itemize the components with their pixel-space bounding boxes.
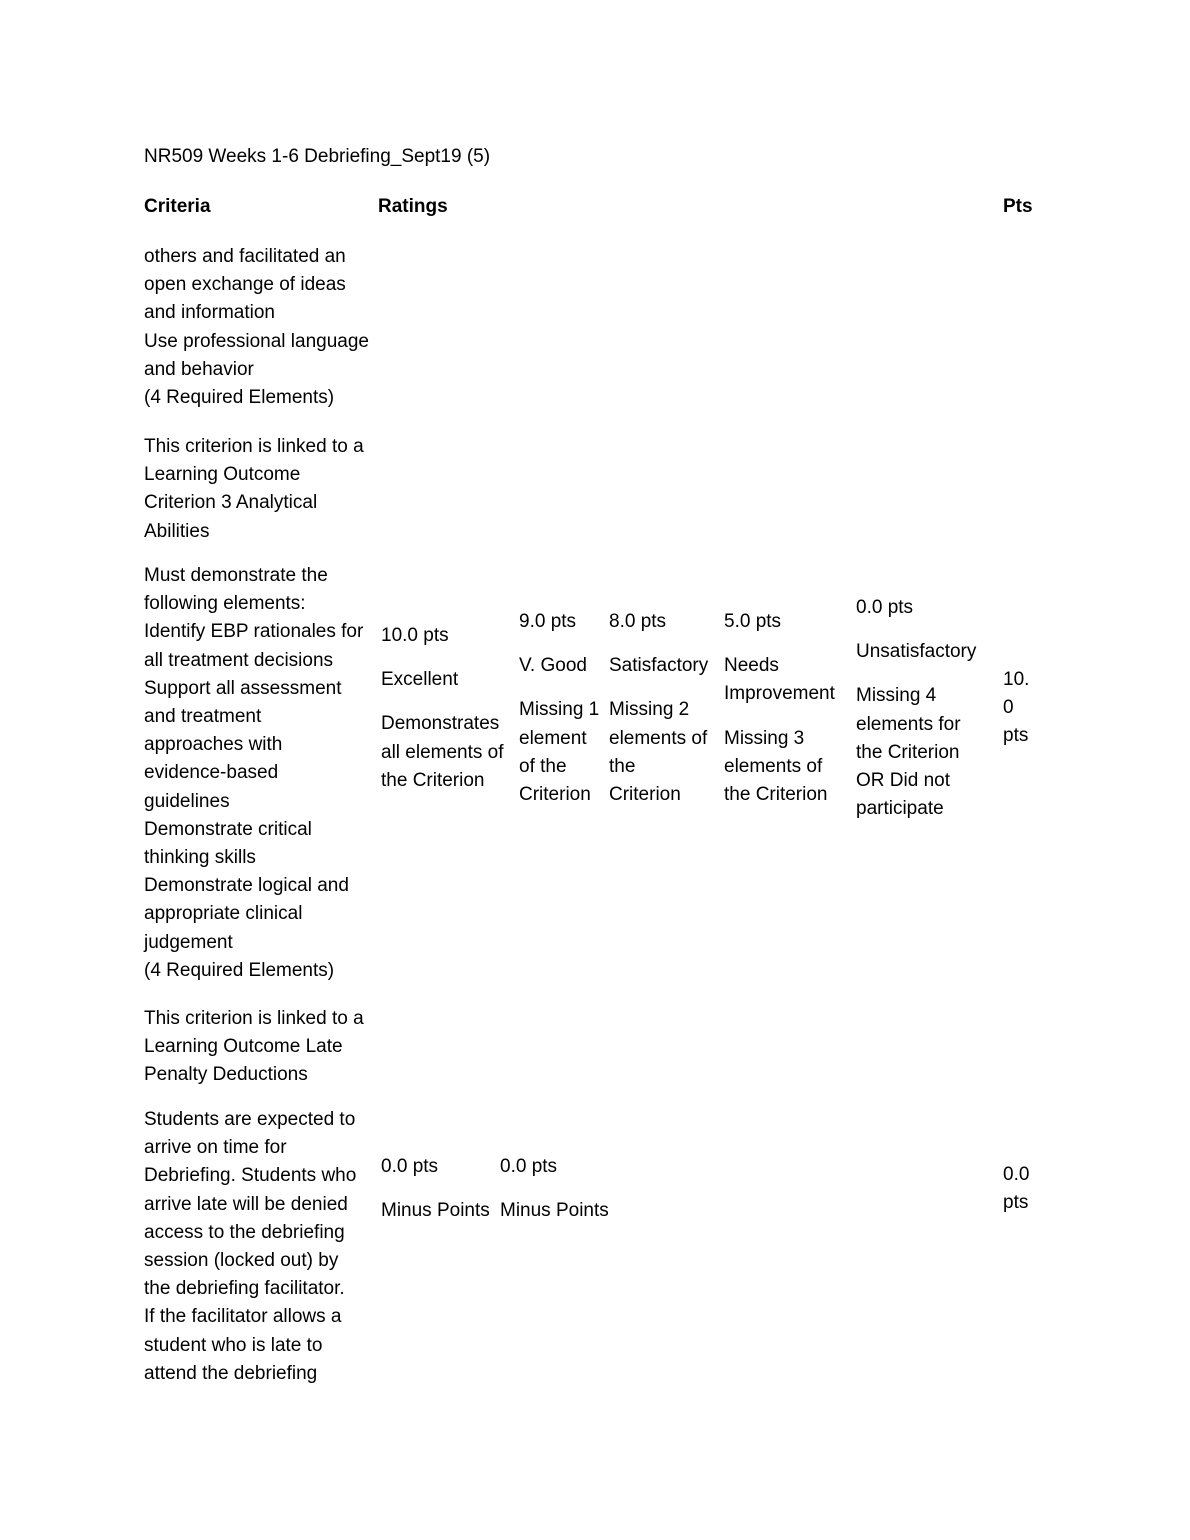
rating-description: Demonstrates all elements of the Criterion — [381, 713, 504, 791]
rating-description: Missing 2 elements of the Criterion — [609, 699, 708, 806]
rating-needs-improvement: 5.0 pts Needs Improvement Missing 3 elements of the Criterion — [724, 608, 835, 809]
criterion-3-points: 10. 0 pts — [1003, 669, 1030, 747]
late-rating-2: 0.0 pts Minus Points — [500, 1156, 609, 1222]
rating-description: Missing 4 elements for the Criterion OR Did not participate — [856, 685, 961, 820]
rating-unsatisfactory: 0.0 pts Unsatisfactory Missing 4 elements for the Criterion OR Did not participate — [856, 594, 976, 823]
rating-very-good: 9.0 pts V. Good Missing 1 element of the Criterion — [519, 608, 599, 809]
header-pts: Pts — [1003, 196, 1033, 217]
late-penalty-description: Students are expected to arrive on time for Debriefing. Students who arrive late will be denied access to the debriefing session (locked out) by the debriefing facilitator. If the facilitator allows a student who is late to attend the debriefing — [144, 1109, 357, 1384]
document-title: NR509 Weeks 1-6 Debriefing_Sept19 (5) — [144, 146, 491, 167]
criterion-2-continuation: others and facilitated an open exchange of ideas and information Use professional language and behavior (4 Required Elements) — [144, 246, 369, 409]
rating-satisfactory: 8.0 pts Satisfactory Missing 2 elements of the Criterion — [609, 608, 708, 809]
criterion-link-note: This criterion is linked to a Learning Outcome Late Penalty Deductions — [144, 1008, 364, 1086]
header-ratings: Ratings — [378, 196, 448, 217]
criterion-link-note: This criterion is linked to a Learning Outcome Criterion 3 Analytical Abilities — [144, 436, 364, 542]
criterion-3-description: Must demonstrate the following elements: Identify EBP rationales for all treatment decisions Support all assessment and treatment approaches with evidence-based guidelines Demonstrate critical thinking skills Demonstrate logical and appropriate clinical judgement (4 Required Elements) — [144, 565, 364, 981]
header-criteria: Criteria — [144, 196, 211, 217]
rating-description: Missing 1 element of the Criterion — [519, 699, 600, 806]
late-rating-1: 0.0 pts Minus Points — [381, 1156, 490, 1222]
rating-excellent: 10.0 pts Excellent Demonstrates all elements of the Criterion — [381, 622, 504, 795]
rating-description: Missing 3 elements of the Criterion — [724, 727, 828, 806]
late-penalty-points: 0.0 pts — [1003, 1164, 1030, 1214]
rating-label: Needs Improvement — [724, 655, 835, 705]
